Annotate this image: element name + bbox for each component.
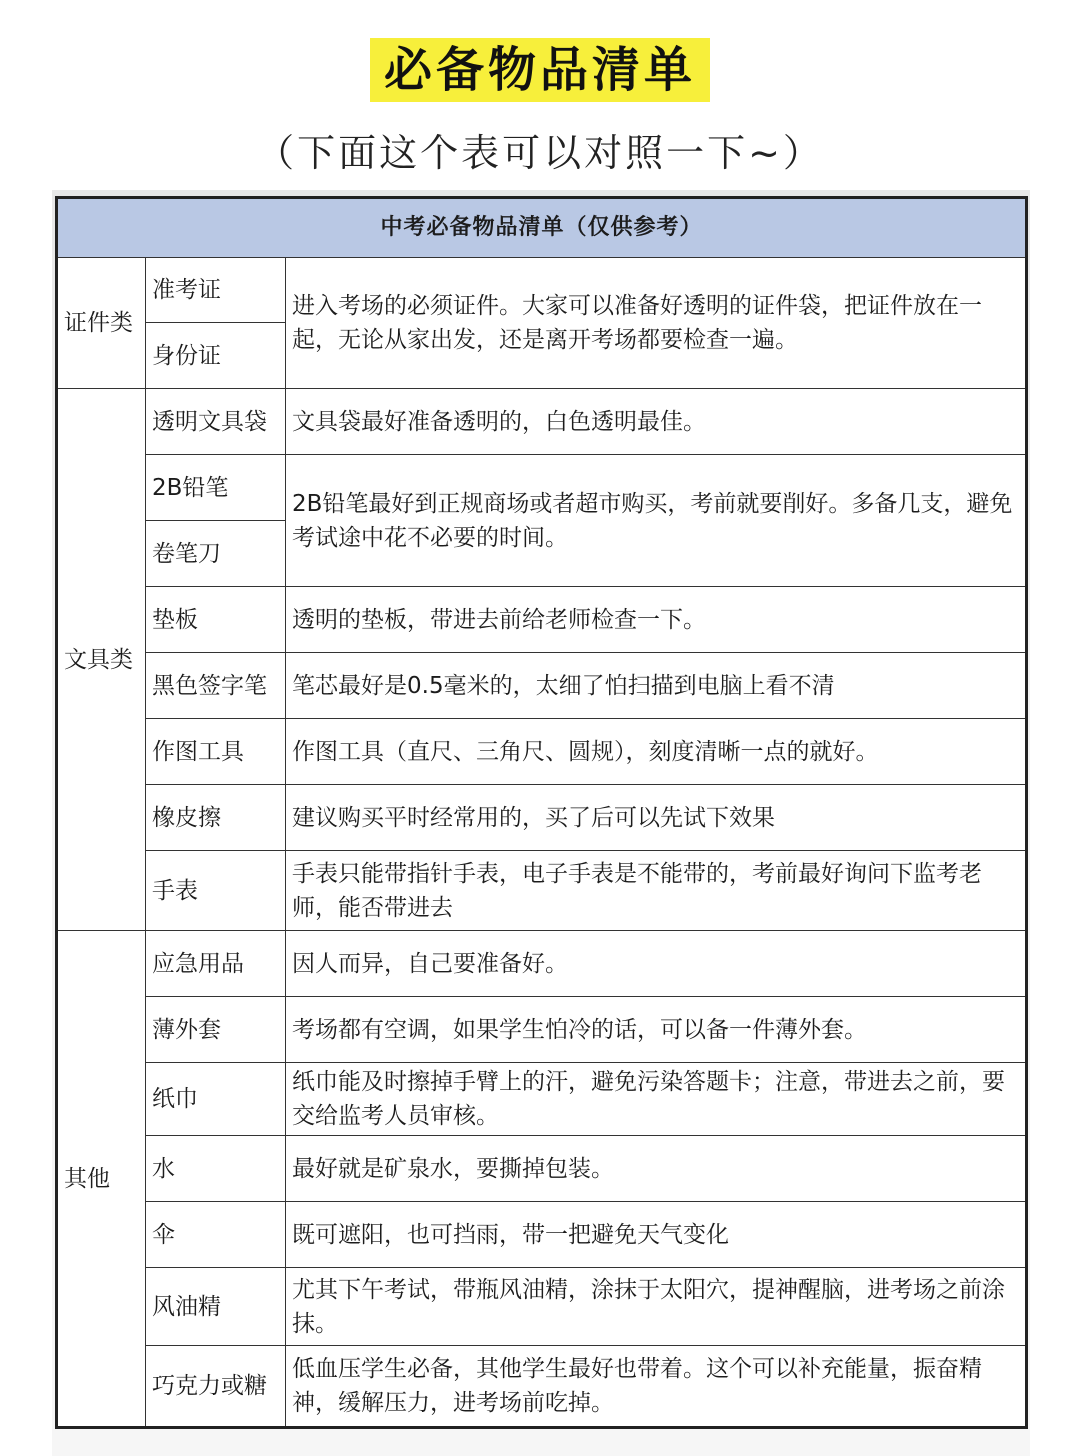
category-cell: 证件类 <box>57 258 146 389</box>
item-cell: 身份证 <box>146 323 286 389</box>
table-row <box>57 785 1027 851</box>
description-cell: 透明的垫板，带进去前给老师检查一下。 <box>286 587 1027 653</box>
table-row <box>57 258 1027 323</box>
description-cell: 最好就是矿泉水，要撕掉包装。 <box>286 1136 1027 1202</box>
description-cell: 文具袋最好准备透明的，白色透明最佳。 <box>286 389 1027 455</box>
table-row <box>57 1136 1027 1202</box>
checklist-table <box>55 196 1028 1429</box>
table-row <box>57 1063 1027 1136</box>
item-cell: 卷笔刀 <box>146 521 286 587</box>
item-cell: 黑色签字笔 <box>146 653 286 719</box>
description-cell: 因人而异，自己要准备好。 <box>286 931 1027 997</box>
category-cell: 其他 <box>57 931 146 1428</box>
description-cell: 作图工具（直尺、三角尺、圆规），刻度清晰一点的就好。 <box>286 719 1027 785</box>
table-row <box>57 455 1027 521</box>
description-cell: 笔芯最好是0.5毫米的，太细了怕扫描到电脑上看不清 <box>286 653 1027 719</box>
item-cell: 巧克力或糖 <box>146 1346 286 1428</box>
item-cell: 透明文具袋 <box>146 389 286 455</box>
description-cell: 考场都有空调，如果学生怕冷的话，可以备一件薄外套。 <box>286 997 1027 1063</box>
item-cell: 准考证 <box>146 258 286 323</box>
description-cell: 2B铅笔最好到正规商场或者超市购买，考前就要削好。多备几支，避免考试途中花不必要的时间。 <box>286 455 1027 587</box>
item-cell: 作图工具 <box>146 719 286 785</box>
table-header: 中考必备物品清单（仅供参考） <box>57 198 1027 258</box>
table-row <box>57 851 1027 931</box>
table-row <box>57 719 1027 785</box>
table-row <box>57 587 1027 653</box>
description-cell: 纸巾能及时擦掉手臂上的汗，避免污染答题卡；注意，带进去之前，要交给监考人员审核。 <box>286 1063 1027 1136</box>
description-cell: 尤其下午考试，带瓶风油精，涂抹于太阳穴，提神醒脑，进考场之前涂抹。 <box>286 1268 1027 1346</box>
description-cell: 建议购买平时经常用的，买了后可以先试下效果 <box>286 785 1027 851</box>
description-cell: 手表只能带指针手表，电子手表是不能带的，考前最好询问下监考老师，能否带进去 <box>286 851 1027 931</box>
table-row <box>57 1202 1027 1268</box>
table-row <box>57 653 1027 719</box>
page-title-wrapper <box>0 38 1080 102</box>
description-cell: 既可遮阳，也可挡雨，带一把避免天气变化 <box>286 1202 1027 1268</box>
page-subtitle: （下面这个表可以对照一下~） <box>256 131 824 175</box>
page-title: 必备物品清单 <box>370 38 710 102</box>
description-cell: 进入考场的必须证件。大家可以准备好透明的证件袋，把证件放在一起，无论从家出发，还是离开考场都要检查一遍。 <box>286 258 1027 389</box>
item-cell: 橡皮擦 <box>146 785 286 851</box>
table-row <box>57 1346 1027 1428</box>
table-row <box>57 931 1027 997</box>
item-cell: 风油精 <box>146 1268 286 1346</box>
item-cell: 水 <box>146 1136 286 1202</box>
item-cell: 垫板 <box>146 587 286 653</box>
table-row <box>57 389 1027 455</box>
table-header-row <box>57 198 1027 258</box>
category-cell: 文具类 <box>57 389 146 931</box>
item-cell: 2B铅笔 <box>146 455 286 521</box>
item-cell: 纸巾 <box>146 1063 286 1136</box>
description-cell: 低血压学生必备，其他学生最好也带着。这个可以补充能量，振奋精神，缓解压力，进考场前吃掉。 <box>286 1346 1027 1428</box>
item-cell: 应急用品 <box>146 931 286 997</box>
table-row <box>57 1268 1027 1346</box>
item-cell: 手表 <box>146 851 286 931</box>
item-cell: 伞 <box>146 1202 286 1268</box>
item-cell: 薄外套 <box>146 997 286 1063</box>
table-row <box>57 997 1027 1063</box>
